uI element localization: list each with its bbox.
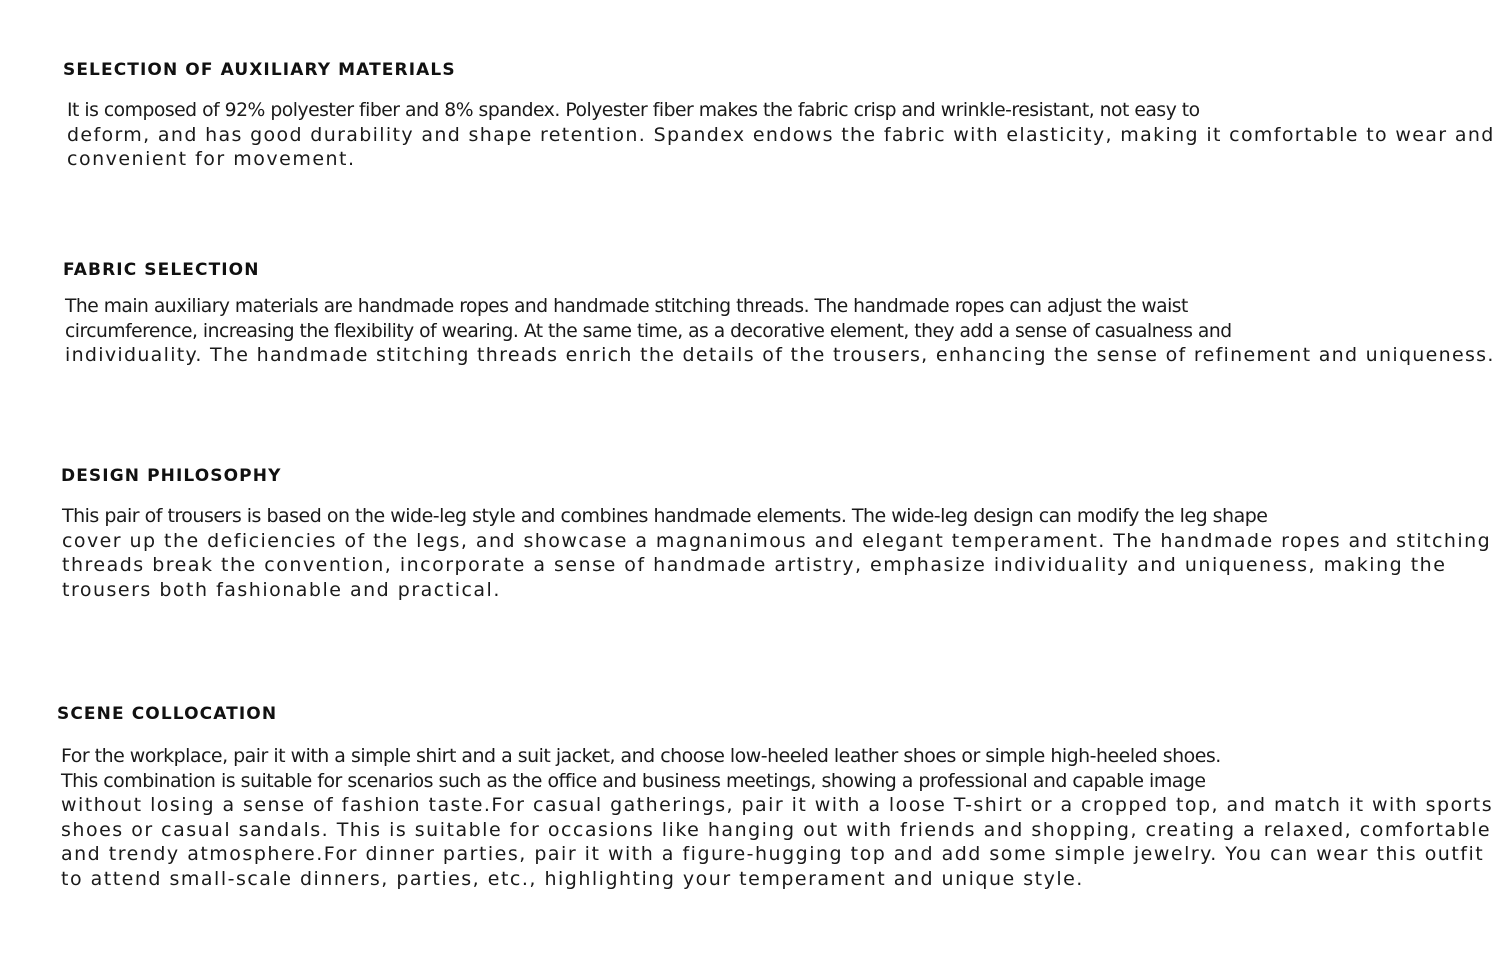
paragraph-line: This combination is suitable for scenarios such as the office and business meetings, showing a professional and capable image xyxy=(61,769,1206,792)
section-paragraph xyxy=(62,504,1491,602)
paragraph-line: cover up the deficiencies of the legs, and showcase a magnanimous and elegant temperament. The handmade ropes and stitching xyxy=(62,529,1492,552)
paragraph-line: For the workplace, pair it with a simple shirt and a suit jacket, and choose low-heeled leather shoes or simple high-heeled shoes. xyxy=(61,745,1221,767)
paragraph-line: individuality. The handmade stitching threads enrich the details of the trousers, enhancing the sense of refinement and uniqueness. xyxy=(65,344,1495,366)
paragraph-line: shoes or casual sandals. This is suitable for occasions like hanging out with friends and shopping, creating a relaxed, comfortable xyxy=(61,818,1492,841)
section-paragraph xyxy=(65,294,1495,368)
paragraph-line: It is composed of 92% polyester fiber and 8% spandex. Polyester fiber makes the fabric crisp and wrinkle-resistant, not easy to xyxy=(67,99,1200,121)
section-heading: SCENE COLLOCATION xyxy=(57,704,278,724)
paragraph-line: deform, and has good durability and shape retention. Spandex endows the fabric with elasticity, making it comfortable to wear and xyxy=(67,123,1495,146)
paragraph-line: threads break the convention, incorporate a sense of handmade artistry, emphasize individuality and uniqueness, making the xyxy=(62,554,1447,576)
paragraph-line: convenient for movement. xyxy=(67,148,356,170)
section-heading: FABRIC SELECTION xyxy=(63,260,260,280)
paragraph-line: without losing a sense of fashion taste.For casual gatherings, pair it with a loose T-shirt or a cropped top, and match it with sports xyxy=(61,794,1494,816)
paragraph-line: and trendy atmosphere.For dinner parties, pair it with a figure-hugging top and add some simple jewelry. You can wear this outfit xyxy=(61,843,1485,865)
section-paragraph xyxy=(61,744,1493,891)
section-heading: DESIGN PHILOSOPHY xyxy=(61,466,282,486)
paragraph-line: circumference, increasing the flexibility of wearing. At the same time, as a decorative element, they add a sense of casualness and xyxy=(65,319,1232,342)
section-heading: SELECTION OF AUXILIARY MATERIALS xyxy=(63,60,456,80)
paragraph-line: This pair of trousers is based on the wide-leg style and combines handmade elements. The wide-leg design can modify the leg shape xyxy=(62,505,1268,527)
paragraph-line: to attend small-scale dinners, parties, etc., highlighting your temperament and unique style. xyxy=(61,867,1084,890)
section-paragraph xyxy=(67,98,1495,172)
paragraph-line: The main auxiliary materials are handmade ropes and handmade stitching threads. The handmade ropes can adjust the waist xyxy=(65,295,1188,317)
paragraph-line: trousers both fashionable and practical. xyxy=(62,578,501,601)
